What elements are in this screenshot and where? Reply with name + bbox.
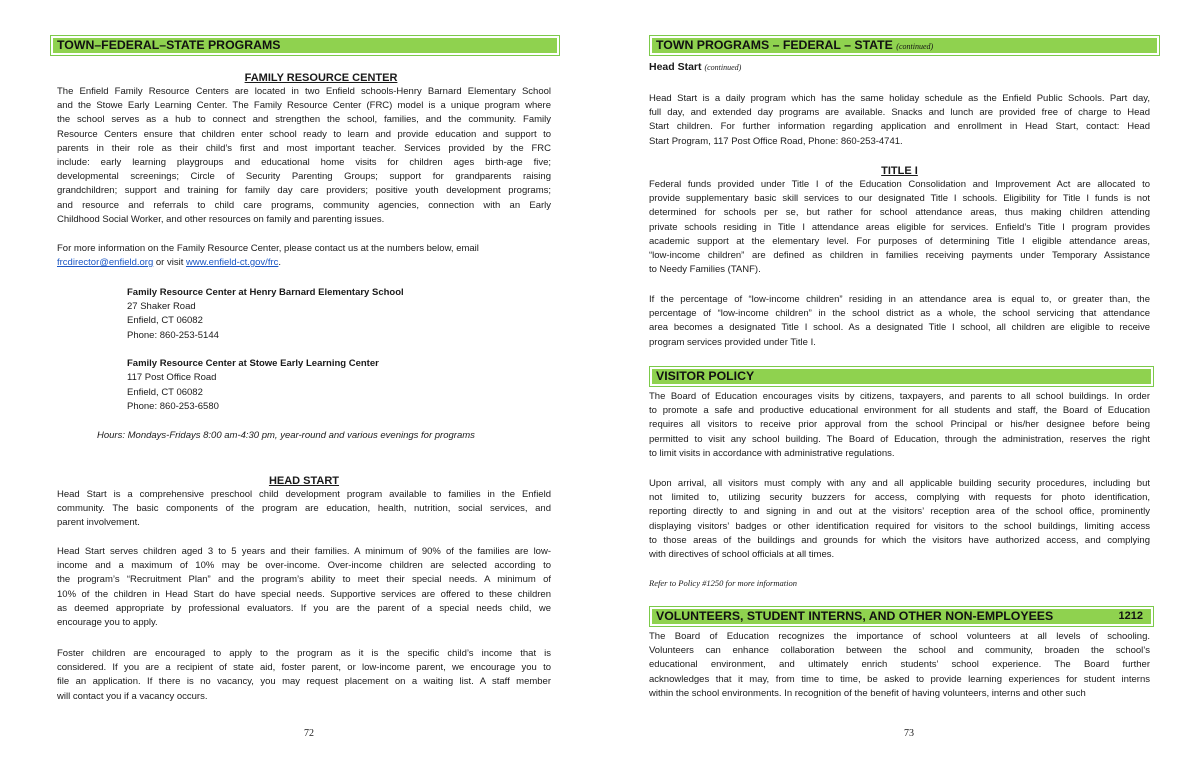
head-start-label: Head Start <box>649 61 702 73</box>
head-start-continued-heading <box>649 60 741 75</box>
text-line: permitted to visit any school building. The Board of Education, through the administration, reserves the right <box>649 433 1150 445</box>
text-line: area becomes a designated Title I school. As a designated Title I school, all children are eligible to receive <box>649 322 1150 334</box>
head-start-paragraph-3 <box>57 647 551 704</box>
section-header-visitor-policy <box>649 366 1154 387</box>
text-line: Childhood Social Worker, and other resources on family and parenting issues. <box>57 213 385 225</box>
center1-phone: Phone: 860-253-5144 <box>127 330 219 341</box>
center1-city: Enfield, CT 06082 <box>127 315 203 326</box>
text-line: acknowledges that it may, from time to time, be asked to provide learning experiences for student interns <box>649 673 1150 685</box>
text-line: determined for schools per se, but rather for school attendance areas, thus making children attending <box>649 207 1150 219</box>
text-line: community. The basic components of the program are education, health, nutrition, social services, and <box>57 503 551 515</box>
volunteers-paragraph <box>649 630 1150 701</box>
center2-city: Enfield, CT 06082 <box>127 387 203 398</box>
section-header-title: TOWN–FEDERAL–STATE PROGRAMS <box>57 38 281 52</box>
visitor-paragraph-2 <box>649 477 1150 562</box>
section-header-title: VOLUNTEERS, STUDENT INTERNS, AND OTHER NON-EMPLOYEES <box>656 609 1054 623</box>
text-line: provide supplementary basic skill services to our designated Title I schools. Eligibility for Title I funds is not <box>649 193 1150 205</box>
head-start-continued: (continued) <box>704 63 742 72</box>
continued-label: (continued) <box>896 42 934 51</box>
text-line: file an application. If there is no vacancy, you may request placement on a waiting list. A staff member <box>57 676 551 688</box>
text-line: academic support at the elementary level. For purposes of determining Title I eligible attendance areas, <box>649 235 1150 247</box>
text-line: Head Start is a comprehensive preschool child development program available to families in the Enfield <box>57 489 551 500</box>
text-line: to Needy Families (TANF). <box>649 264 761 276</box>
section-header-title: TOWN PROGRAMS – FEDERAL – STATE <box>656 38 893 52</box>
text-line: and the Stowe Early Learning Center. The Family Resource Center (FRC) model is a unique program where <box>57 100 551 112</box>
center1-name: Family Resource Center at Henry Barnard Elementary School <box>127 287 404 298</box>
text-line: 10% of the children in Head Start do have special needs. Supportive services are offered to these children <box>57 588 551 600</box>
text-line: parent involvement. <box>57 517 140 529</box>
text-line: Volunteers can enhance collaboration between the school and community, broaden the school’s <box>649 645 1150 657</box>
frc-email-link[interactable]: frcdirector@enfield.org <box>57 257 154 268</box>
policy-number: 1212 <box>1118 610 1143 622</box>
text-line: the school serves as a hub to connect and strengthen the school, families, and the community. Family <box>57 114 551 126</box>
title-i-paragraph-2 <box>649 293 1150 350</box>
policy-reference: Refer to Policy #1250 for more information <box>649 578 797 588</box>
title-i-paragraph-1 <box>649 178 1150 277</box>
visitor-paragraph-1 <box>649 390 1150 461</box>
text-line: as deemed appropriate by professional evaluators. If you are the parent of a special needs child, we <box>57 602 551 614</box>
text-line: Resource Centers ensure that children enter school ready to learn and provide education and support to <box>57 128 551 140</box>
page-number: 73 <box>904 728 914 739</box>
text-line: full day, and extended day programs are available. Snacks and lunch are provided free of charge to Head <box>649 107 1150 119</box>
text-line: to promote a safe and productive educational environment for all students and staff, the Board of Education <box>649 405 1150 417</box>
text-line: percentage of “low-income children” in the school district as a whole, the school servicing that attendance <box>649 308 1150 320</box>
text-line: Start children. For further information regarding application and enrollment in Head Start, contact: Head <box>649 121 1150 133</box>
section-header-town-federal-state <box>50 35 560 56</box>
text-line: include: early learning playgroups and educational home visits for children ages birth-age five; <box>57 156 551 168</box>
section-header-volunteers <box>649 606 1154 627</box>
text-line: income and a maximum of 10% may be over-income. Over-income children are selected according to <box>57 560 551 572</box>
head-start-paragraph-2 <box>57 545 551 630</box>
text-line: If the percentage of “low-income children” residing in an attendance area is equal to, or greater than, the <box>649 294 1150 305</box>
text-line: The Board of Education encourages visits by citizens, taxpayers, and parents to all school buildings. In order <box>649 391 1150 402</box>
text-line: to limit visits in accordance with administrative regulations. <box>649 447 895 459</box>
text-line: grandchildren; support and training for family day care providers; positive youth development programs; <box>57 185 551 197</box>
text-line: and resource and referrals to child care programs, community agencies, connection with an Early <box>57 199 551 211</box>
text-line: The Enfield Family Resource Centers are located in two Enfield schools-Henry Barnard Elementary School <box>57 86 551 97</box>
frc-contact-text: For more information on the Family Resource Center, please contact us at the numbers below, email <box>57 243 479 254</box>
text-line: Upon arrival, all visitors must comply with any and all applicable building security procedures, including but <box>649 478 1150 489</box>
text-line: Head Start is a daily program which has the same holiday schedule as the Enfield Public Schools. Part day, <box>649 93 1150 104</box>
section-header-title: VISITOR POLICY <box>656 369 755 383</box>
text-line: developmental screenings; Circle of Security Parenting Groups; support for grandparents raising <box>57 171 551 183</box>
text-line: Start Program, 117 Post Office Road, Phone: 860-253-4741. <box>649 135 903 147</box>
text-line: with directives of school officials at all times. <box>649 548 835 560</box>
title-i-title: TITLE I <box>881 165 918 177</box>
frc-contact-links <box>57 256 281 270</box>
text-line: within the school environments. In recognition of the benefit of having volunteers, interns and other such <box>649 687 1086 699</box>
text-line: program services provided under Title I. <box>649 336 816 348</box>
center2-phone: Phone: 860-253-6580 <box>127 401 219 412</box>
text-line: “low-income children” are defined as children in families receiving payments under Temporary Assistance <box>649 249 1150 261</box>
center1-street: 27 Shaker Road <box>127 301 196 312</box>
text-line: to those areas of the buildings and grounds for which the visitors have authorized access, and complying <box>649 534 1150 546</box>
text-line: not limited to, utilizing security buzzers for access, complying with requests for photo identification, <box>649 492 1150 504</box>
center2-name: Family Resource Center at Stowe Early Learning Center <box>127 358 379 369</box>
text-line: Foster children are encouraged to apply to the program as it is the specific child’s income that is <box>57 648 551 659</box>
section-header-town-programs <box>649 35 1160 56</box>
head-start-title: HEAD START <box>268 475 340 487</box>
text-line: the program’s “Recruitment Plan” and the program’s ability to meet their special needs. A minimum of <box>57 574 551 586</box>
frc-title: FAMILY RESOURCE CENTER <box>244 72 398 84</box>
or-visit-text: or visit <box>153 257 186 268</box>
right-page <box>600 0 1200 776</box>
frc-hours: Hours: Mondays-Fridays 8:00 am-4:30 pm, year-round and various evenings for programs <box>97 430 475 441</box>
head-start-continued-paragraph <box>649 92 1150 149</box>
page-number: 72 <box>304 728 314 739</box>
text-line: considered. If you are a recipient of state aid, foster parent, or low-income parent, we encourage you to <box>57 662 551 674</box>
text-line: reporting directly to and signing in and out at the visitors’ reception area of the school office, prominently <box>649 506 1150 518</box>
text-line: educational environment, and ultimately enrich students’ school experience. The Board further <box>649 659 1150 671</box>
text-line: private schools residing in Title I attendance areas eligible for services. Enfield’s Title I program provides <box>649 221 1150 233</box>
text-line: The Board of Education recognizes the importance of school volunteers at all levels of schooling. <box>649 631 1150 642</box>
text-line: Federal funds provided under Title I of the Education Consolidation and Improvement Act are allocated to <box>649 179 1150 190</box>
text-line: parents in their role as their child’s first and most important teacher. Services provided by the FRC <box>57 142 551 154</box>
text-line: will contact you if a vacancy occurs. <box>57 690 208 702</box>
center2-street: 117 Post Office Road <box>127 372 217 383</box>
frc-website-link[interactable]: www.enfield-ct.gov/frc <box>185 257 279 268</box>
frc-paragraph <box>57 85 551 227</box>
text-line: encourage you to apply. <box>57 616 158 628</box>
period-text: . <box>278 257 282 268</box>
head-start-paragraph-1 <box>57 488 551 531</box>
text-line: displaying visitors’ badges or other identification required for visitors to the school buildings, limiting access <box>649 520 1150 532</box>
text-line: requires all visitors to receive prior approval from the school Principal or his/her designee before being <box>649 419 1150 431</box>
text-line: Head Start serves children aged 3 to 5 years and their families. A minimum of 90% of the families are low- <box>57 546 551 557</box>
